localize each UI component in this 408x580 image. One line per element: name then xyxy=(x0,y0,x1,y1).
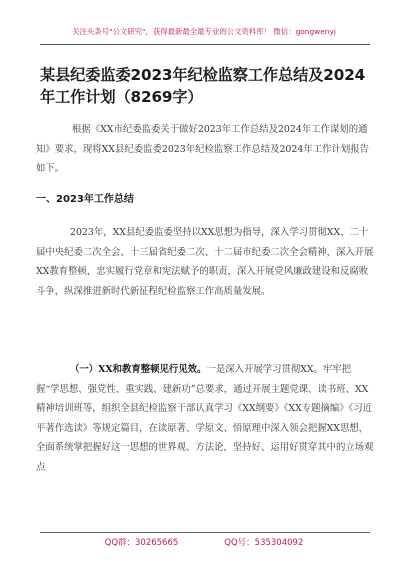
subsection-body: 一是深入开展学习贯彻XX。牢牢把握“学思想、强党性、重实践、建新功”总要求，通过开展主题党课、读书班、XX精神培训班等，组织全县纪检监察干部认真学习《XX纲要》《XX专题摘编》《习近平著作选读》等规定篇目，在读原著、学原文、悟原理中深入领会把握XX思想，全面系统掌把握好这一思想的世界观、方法论，坚持好、运用好贯穿其中的立场观点 xyxy=(36,364,374,473)
section-heading: 一、2023年工作总结 xyxy=(36,194,134,205)
footer-qq-group: QQ群：30265665 xyxy=(104,538,179,548)
header-banner: 关注头条号"公文研究"，获得最新最全最专业的公文资料库！ 微信：gongwenyj xyxy=(72,27,336,36)
document-title: 某县纪委监委2023年纪检监察工作总结及2024年工作计划（8269字） xyxy=(40,66,366,106)
intro-paragraph: 根据《XX市纪委监委关于做好2023年工作总结及2024年工作谋划的通知》要求，现将XX县纪委监委2023年纪检监察工作总结及2024年工作计划报告如下。 xyxy=(36,124,369,174)
subsection-paragraph xyxy=(36,360,374,477)
footer-qq-number: QQ号：535304092 xyxy=(224,538,304,548)
subsection-heading: （一）XX和教育整顿见行见效。 xyxy=(70,364,207,375)
footer xyxy=(0,535,408,551)
header-divider xyxy=(40,44,370,45)
section-body-paragraph: 2023年，XX县纪委监委坚持以XX思想为指导，深入学习贯彻XX、二十届中央纪委二次全会、十三届省纪委二次、十二届市纪委二次全会精神，深入开展XX教育整顿，忠实履行党章和宪法赋予的职责，深入开展党风廉政建设和反腐败斗争，纵深推进新时代新征程纪检监察工作高质量发展。 xyxy=(36,227,374,297)
footer-divider xyxy=(40,532,370,533)
